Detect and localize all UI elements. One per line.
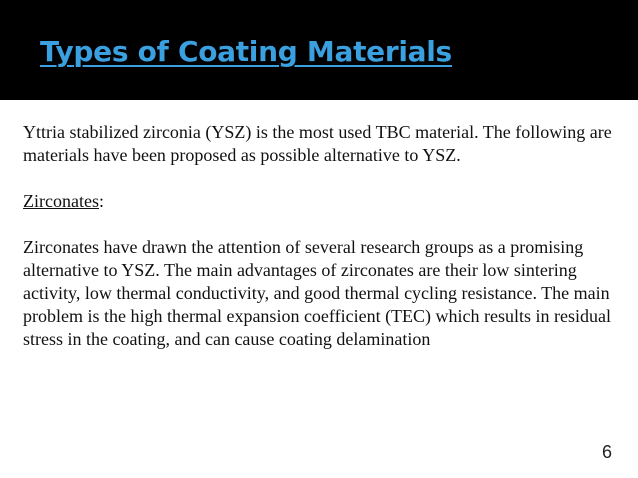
page-number: 6 <box>601 442 612 462</box>
subheading-colon: : <box>98 191 104 211</box>
subheading-line <box>23 190 623 213</box>
intro-paragraph: Yttria stabilized zirconia (YSZ) is the most used TBC material. The following are materials have been proposed as possible alternative to YSZ. <box>23 122 612 165</box>
paragraph-spacer <box>23 167 623 190</box>
slide-body <box>23 121 623 351</box>
zirconates-paragraph: Zirconates have drawn the attention of several research groups as a promising alternative to YSZ. The main advantages of zirconates are their low sintering activity, low thermal conductivity, and good thermal cycling resistance. The main problem is the high thermal expansion coefficient (TEC) which results in residual stress in the coating, and can cause coating delamination <box>23 237 612 349</box>
paragraph-spacer <box>23 213 623 236</box>
slide-header-band <box>0 0 638 100</box>
subheading-zirconates: Zirconates <box>23 191 99 211</box>
slide-title: Types of Coating Materials <box>40 35 452 68</box>
